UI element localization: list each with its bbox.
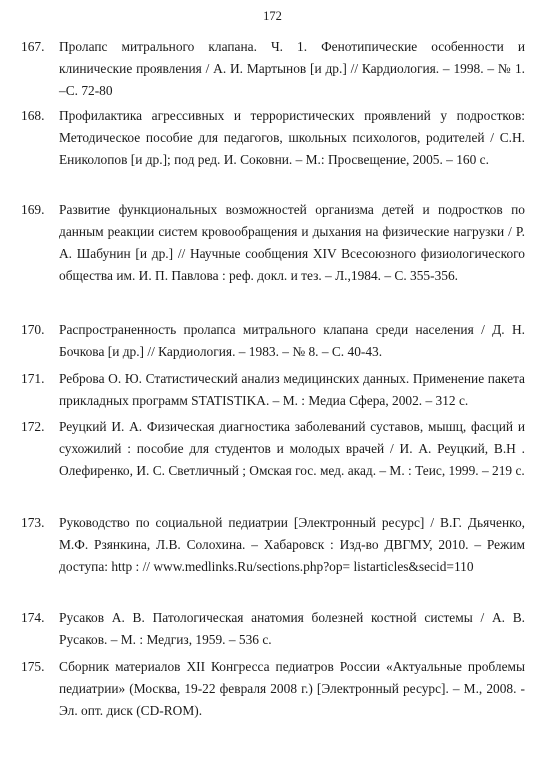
reference-text: Реуцкий И. А. Физическая диагностика заболеваний суставов, мышц, фасций и сухожилий : пособие для студентов и молодых врачей / И. А. Реуцкий, В.Н . Олефиренко, И. С. Светличный ; Омская гос. мед. акад. – М. : Теис, 1999. – 219 с. xyxy=(59,419,525,478)
reference-item xyxy=(21,36,525,102)
reference-item xyxy=(21,199,525,287)
reference-number: 167. xyxy=(21,39,45,54)
reference-item xyxy=(21,416,525,482)
reference-text: Развитие функциональных возможностей организма детей и подростков по данным реакции систем кровообращения и дыхания на физические нагрузки / Р. А. Шабунин [и др.] // Научные сообщения XIV Всесоюзного физиологического общества им. И. П. Павлова : реф. докл. и тез. – Л.,1984. – С. 355-356. xyxy=(59,202,525,283)
reference-number: 173. xyxy=(21,515,45,530)
reference-item xyxy=(21,656,525,722)
reference-text: Профилактика агрессивных и террористических проявлений у подростков: Методическое пособие для педагогов, школьных психологов, родителей / С.Н. Ениколопов [и др.]; под ред. И. Соковни. – М.: Просвещение, 2005. – 160 с. xyxy=(59,108,525,167)
reference-number: 174. xyxy=(21,610,45,625)
reference-number: 171. xyxy=(21,371,45,386)
reference-item xyxy=(21,319,525,363)
reference-item xyxy=(21,512,525,578)
reference-number: 172. xyxy=(21,419,45,434)
page-number: 172 xyxy=(263,9,282,23)
reference-item xyxy=(21,607,525,651)
reference-text: Руководство по социальной педиатрии [Электронный ресурс] / В.Г. Дьяченко, М.Ф. Рзянкина, Л.В. Солохина. – Хабаровск : Изд-во ДВГМУ, 2010. – Режим доступа: http : // www.medlinks.Ru/sections.php?op= listarticles&secid=110 xyxy=(59,515,525,574)
reference-text: Сборник материалов XII Конгресса педиатров России «Актуальные проблемы педиатрии» (Москва, 19-22 февраля 2008 г.) [Электронный ресурс]. – М., 2008. - Эл. опт. диск (CD-ROM). xyxy=(59,659,525,718)
reference-item xyxy=(21,105,525,171)
reference-text: Пролапс митрального клапана. Ч. 1. Фенотипические особенности и клинические проявления / А. И. Мартынов [и др.] // Кардиология. – 1998. – № 1. –С. 72-80 xyxy=(59,39,525,98)
reference-number: 169. xyxy=(21,202,45,217)
reference-text: Распространенность пролапса митрального клапана среди населения / Д. Н. Бочкова [и др.] // Кардиология. – 1983. – № 8. – С. 40-43. xyxy=(59,322,525,359)
reference-number: 175. xyxy=(21,659,45,674)
reference-text: Русаков А. В. Патологическая анатомия болезней костной системы / А. В. Русаков. – М. : Медгиз, 1959. – 536 с. xyxy=(59,610,525,647)
reference-text: Реброва О. Ю. Статистический анализ медицинских данных. Применение пакета прикладных программ STATISTIKA. – М. : Медиа Сфера, 2002. – 312 с. xyxy=(59,371,525,408)
reference-number: 170. xyxy=(21,322,45,337)
reference-item xyxy=(21,368,525,412)
reference-number: 168. xyxy=(21,108,45,123)
